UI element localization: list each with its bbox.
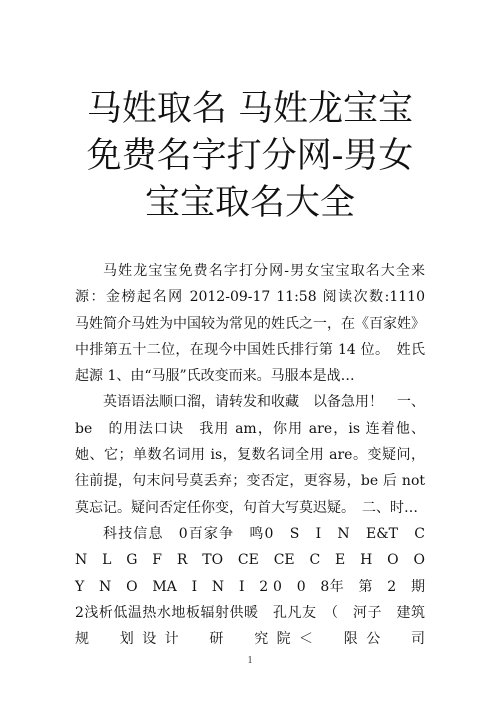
document-title: 马姓取名 马姓龙宝宝免费名字打分网-男女宝宝取名大全 bbox=[86, 89, 414, 223]
paragraph-grammar: 英语语法顺口溜，请转发和收藏 以备急用！ 一、be 的用法口诀 我用 am，你用 are，is 连着他、她、它；单数名词用 is，复数名词全用 are。变疑问，往前提，句末问号莫丢弃；变否定，更容易，be 后 not 莫忘记。疑问否定任你变，句首大写莫迟疑。 二、时… bbox=[75, 394, 425, 516]
paragraph-tech-info: 科技信息 0百家争 鸣0 S I N E&T C N L G F R TO CE CE C E H O O Y N O MA I N I 2 0 0 8年 第 2 期 2浅析低温热水地板辐射供暖 孔凡友 （ 河子 建筑规 划设计 研 究院＜ 限公 司 bbox=[75, 525, 439, 648]
page-number: 1 bbox=[247, 655, 253, 666]
paragraph-source: 马姓龙宝宝免费名字打分网-男女宝宝取名大全来源：金榜起名网 2012-09-17 11:58 阅读次数:1110 马姓简介马姓为中国较为常见的姓氏之一，在《百家姓》中排第五十二位，在现今中国姓氏排行第 14 位。 姓氏起源 1、由“马服”氏改变而来。马服本是战… bbox=[75, 263, 439, 385]
document-body bbox=[75, 258, 439, 652]
